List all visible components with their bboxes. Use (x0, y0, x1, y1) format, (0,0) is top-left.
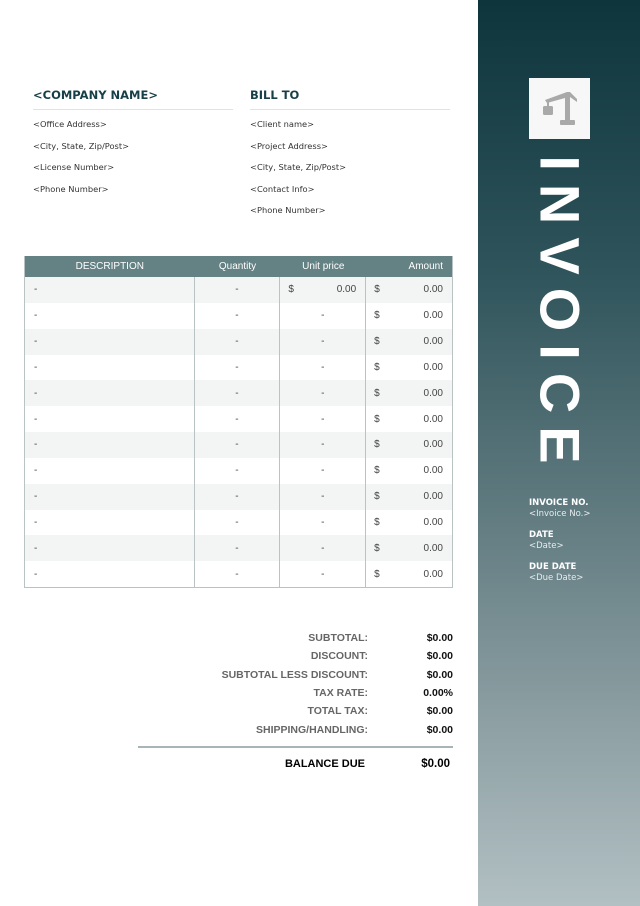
amount-cell (366, 355, 452, 381)
totals-row (138, 684, 453, 702)
unit-price-cell[interactable]: - (280, 458, 366, 484)
quantity-cell[interactable]: - (195, 277, 281, 303)
invoice-title-text: INVOICE (529, 155, 593, 477)
totals-value: $0.00 (426, 632, 453, 645)
totals-divider (138, 746, 453, 748)
bill-to-block (250, 87, 450, 222)
currency-symbol: $ (374, 387, 380, 399)
description-cell[interactable]: - (25, 432, 195, 458)
currency-symbol: $ (374, 517, 380, 529)
totals-value[interactable]: $0.00 (426, 723, 453, 736)
table-row (25, 458, 452, 484)
currency-symbol: $ (374, 284, 380, 296)
quantity-cell[interactable]: - (195, 561, 281, 587)
due-date-value[interactable]: <Due Date> (529, 573, 584, 583)
currency-symbol: $ (374, 542, 380, 554)
amount-cell (366, 380, 452, 406)
company-phone[interactable]: <Phone Number> (33, 183, 109, 194)
unit-price-cell[interactable]: - (280, 432, 366, 458)
line-items-table (24, 256, 453, 588)
bill-to-title: BILL TO (250, 87, 450, 110)
company-name[interactable]: <COMPANY NAME> (33, 87, 233, 110)
totals-row (138, 629, 453, 647)
amount-cell (366, 303, 452, 329)
amount-cell (366, 561, 452, 587)
totals-label: SUBTOTAL: (308, 632, 368, 645)
description-cell[interactable]: - (25, 380, 195, 406)
totals-row (138, 702, 453, 720)
amount-value: 0.00 (423, 387, 443, 399)
currency-symbol: $ (374, 361, 380, 373)
totals-row (138, 666, 453, 684)
invoice-no-value[interactable]: <Invoice No.> (529, 509, 591, 519)
amount-value: 0.00 (423, 361, 443, 373)
header-description: DESCRIPTION (75, 261, 144, 272)
currency-symbol: $ (374, 336, 380, 348)
amount-value: 0.00 (423, 542, 443, 554)
company-logo (529, 78, 590, 139)
currency-symbol: $ (374, 465, 380, 477)
totals-label: SHIPPING/HANDLING: (255, 723, 368, 736)
description-cell[interactable]: - (25, 277, 195, 303)
amount-value: 0.00 (423, 413, 443, 425)
amount-cell (366, 329, 452, 355)
unit-price-cell[interactable]: - (280, 406, 366, 432)
table-row (25, 380, 452, 406)
totals-row (138, 720, 453, 738)
table-row (25, 484, 452, 510)
quantity-cell[interactable]: - (195, 329, 281, 355)
totals-label: TOTAL TAX: (307, 705, 368, 718)
description-cell[interactable]: - (25, 510, 195, 536)
client-name[interactable]: <Client name> (250, 119, 315, 129)
company-city-state-zip[interactable]: <City, State, Zip/Post> (33, 140, 130, 151)
totals-row (138, 647, 453, 665)
amount-value: 0.00 (423, 568, 443, 580)
description-cell[interactable]: - (25, 561, 195, 587)
totals-section (138, 629, 453, 772)
description-cell[interactable]: - (25, 303, 195, 329)
client-city-state-zip[interactable]: <City, State, Zip/Post> (250, 162, 347, 172)
currency-symbol: $ (288, 284, 294, 296)
unit-price-cell[interactable]: - (280, 355, 366, 381)
currency-symbol: $ (374, 568, 380, 580)
quantity-cell[interactable]: - (195, 510, 281, 536)
crane-icon (539, 88, 581, 130)
unit-price-cell[interactable] (280, 277, 366, 303)
table-row (25, 432, 452, 458)
amount-value: 0.00 (423, 491, 443, 503)
project-address[interactable]: <Project Address> (250, 140, 328, 151)
description-cell[interactable]: - (25, 535, 195, 561)
totals-label: DISCOUNT: (310, 650, 368, 663)
amount-value: 0.00 (423, 517, 443, 529)
invoice-title (525, 155, 595, 477)
balance-due-label: BALANCE DUE (284, 757, 365, 770)
description-cell[interactable]: - (25, 458, 195, 484)
unit-price-cell[interactable]: - (280, 561, 366, 587)
totals-value: $0.00 (426, 668, 453, 681)
amount-cell (366, 510, 452, 536)
office-address[interactable]: <Office Address> (33, 119, 107, 129)
invoice-no-label: INVOICE NO. (529, 498, 589, 508)
header-amount: Amount (408, 261, 443, 272)
currency-symbol: $ (374, 439, 380, 451)
invoice-meta (529, 498, 629, 594)
company-block (33, 87, 233, 200)
due-date-label: DUE DATE (529, 562, 577, 572)
totals-label: TAX RATE: (313, 687, 368, 700)
description-cell[interactable]: - (25, 406, 195, 432)
description-cell[interactable]: - (25, 355, 195, 381)
contact-info[interactable]: <Contact Info> (250, 183, 315, 194)
date-value[interactable]: <Date> (529, 541, 564, 551)
table-row (25, 329, 452, 355)
unit-price-cell[interactable]: - (280, 303, 366, 329)
description-cell[interactable]: - (25, 329, 195, 355)
unit-price-cell[interactable]: - (280, 535, 366, 561)
totals-value[interactable]: $0.00 (426, 650, 453, 663)
table-row (25, 406, 452, 432)
quantity-cell[interactable]: - (195, 355, 281, 381)
unit-price-value: 0.00 (336, 284, 357, 296)
quantity-cell[interactable]: - (195, 380, 281, 406)
table-row (25, 303, 452, 329)
quantity-cell[interactable]: - (195, 303, 281, 329)
amount-cell (366, 458, 452, 484)
amount-value: 0.00 (423, 284, 443, 296)
quantity-cell[interactable]: - (195, 535, 281, 561)
table-row (25, 535, 452, 561)
quantity-cell[interactable]: - (195, 406, 281, 432)
unit-price-cell[interactable]: - (280, 329, 366, 355)
quantity-cell[interactable]: - (195, 432, 281, 458)
amount-cell (366, 484, 452, 510)
table-row (25, 510, 452, 536)
unit-price-cell[interactable]: - (280, 510, 366, 536)
amount-cell (366, 535, 452, 561)
table-row (25, 561, 452, 587)
table-row (25, 355, 452, 381)
amount-value: 0.00 (423, 310, 443, 322)
header-unit-price: Unit price (302, 261, 345, 272)
balance-due-value: $0.00 (421, 757, 450, 770)
amount-value: 0.00 (423, 336, 443, 348)
balance-due-row (138, 756, 453, 772)
totals-value[interactable]: 0.00% (423, 687, 453, 700)
client-phone[interactable]: <Phone Number> (250, 205, 326, 215)
description-cell[interactable]: - (25, 484, 195, 510)
unit-price-cell[interactable]: - (280, 484, 366, 510)
table-row (25, 277, 452, 303)
currency-symbol: $ (374, 310, 380, 322)
amount-cell (366, 406, 452, 432)
license-number[interactable]: <License Number> (33, 162, 115, 172)
quantity-cell[interactable]: - (195, 458, 281, 484)
currency-symbol: $ (374, 413, 380, 425)
amount-cell (366, 432, 452, 458)
header-quantity: Quantity (218, 261, 257, 272)
totals-label: SUBTOTAL LESS DISCOUNT: (221, 668, 368, 681)
quantity-cell[interactable]: - (195, 484, 281, 510)
currency-symbol: $ (374, 491, 380, 503)
amount-value: 0.00 (423, 465, 443, 477)
table-header (25, 256, 452, 277)
date-label: DATE (529, 530, 554, 540)
totals-value: $0.00 (426, 705, 453, 718)
amount-value: 0.00 (423, 439, 443, 451)
unit-price-cell[interactable]: - (280, 380, 366, 406)
amount-cell (366, 277, 452, 303)
